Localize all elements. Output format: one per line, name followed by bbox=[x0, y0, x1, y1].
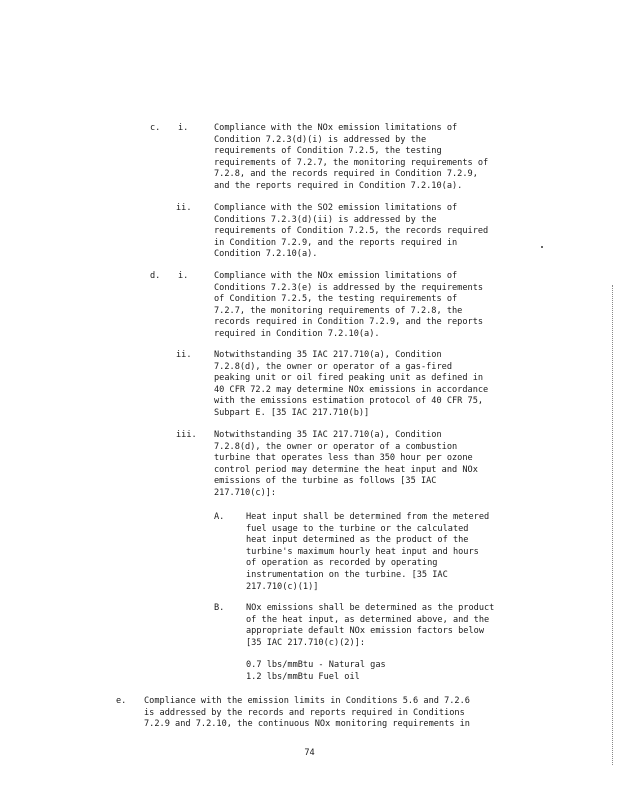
margin-scan-marks bbox=[610, 285, 613, 765]
item-d-i-label: i. bbox=[178, 271, 189, 281]
subitem-b-text: NOx emissions shall be determined as the product of the heat input, as determined above, and the appropriate default NOx emission factors below [35 IAC 217.710(c)(2)]: bbox=[246, 603, 495, 648]
item-c-label: c. bbox=[150, 123, 161, 133]
scan-speck bbox=[541, 246, 543, 248]
page-number: 74 bbox=[304, 748, 315, 758]
item-d-ii-text: Notwithstanding 35 IAC 217.710(a), Condition 7.2.8(d), the owner or operator of a gas-fired peaking unit or oil fired peaking unit as defined in 40 CFR 72.2 may determine NOx emissions in accordance with the emissions estimation protocol of 40 CFR 75, Subpart E. [35 IAC 217.710(b)] bbox=[214, 350, 489, 418]
emission-factors: 0.7 lbs/mmBtu - Natural gas 1.2 lbs/mmBtu Fuel oil bbox=[246, 660, 386, 682]
item-e-text: Compliance with the emission limits in Conditions 5.6 and 7.2.6 is addressed by the records and reports required in Conditions 7.2.9 and 7.2.10, the continuous NOx monitoring requirements in bbox=[144, 696, 470, 730]
item-e-label: e. bbox=[116, 696, 127, 706]
item-c-i-label: i. bbox=[178, 123, 189, 133]
item-c-ii-text: Compliance with the SO2 emission limitations of Conditions 7.2.3(d)(ii) is addressed by the requirements of Condition 7.2.5, the records required in Condition 7.2.9, and the reports required in Condition 7.2.10(a). bbox=[214, 203, 489, 260]
subitem-a-label: A. bbox=[214, 512, 225, 522]
item-d-iii-label: iii. bbox=[176, 430, 197, 440]
item-d-label: d. bbox=[150, 271, 161, 281]
item-c-ii-label: ii. bbox=[176, 203, 192, 213]
item-d-ii-label: ii. bbox=[176, 350, 192, 360]
subitem-b-label: B. bbox=[214, 603, 225, 613]
item-d-iii-text: Notwithstanding 35 IAC 217.710(a), Condition 7.2.8(d), the owner or operator of a combustion turbine that operates less than 350 hour per ozone control period may determine the heat input and NOx emissions of the turbine as follows [35 IAC 217.710(c)]: bbox=[214, 430, 478, 498]
item-c-i-text: Compliance with the NOx emission limitations of Condition 7.2.3(d)(i) is addressed by the requirements of Condition 7.2.5, the testing requirements of 7.2.7, the monitoring requirements of 7.2.8, and the records required in Condition 7.2.9, and the reports required in Condition 7.2.10(a). bbox=[214, 123, 489, 191]
subitem-a-text: Heat input shall be determined from the metered fuel usage to the turbine or the calculated heat input determined as the product of the turbine's maximum hourly heat input and hours of operation as recorded by operating instrumentation on the turbine. [35 IAC 217.710(c)(1)] bbox=[246, 512, 490, 592]
item-d-i-text: Compliance with the NOx emission limitations of Conditions 7.2.3(e) is addressed by the requirements of Condition 7.2.5, the testing requirements of 7.2.7, the monitoring requirements of 7.2.8, the records required in Condition 7.2.9, and the reports required in Condition 7.2.10(a). bbox=[214, 271, 484, 339]
